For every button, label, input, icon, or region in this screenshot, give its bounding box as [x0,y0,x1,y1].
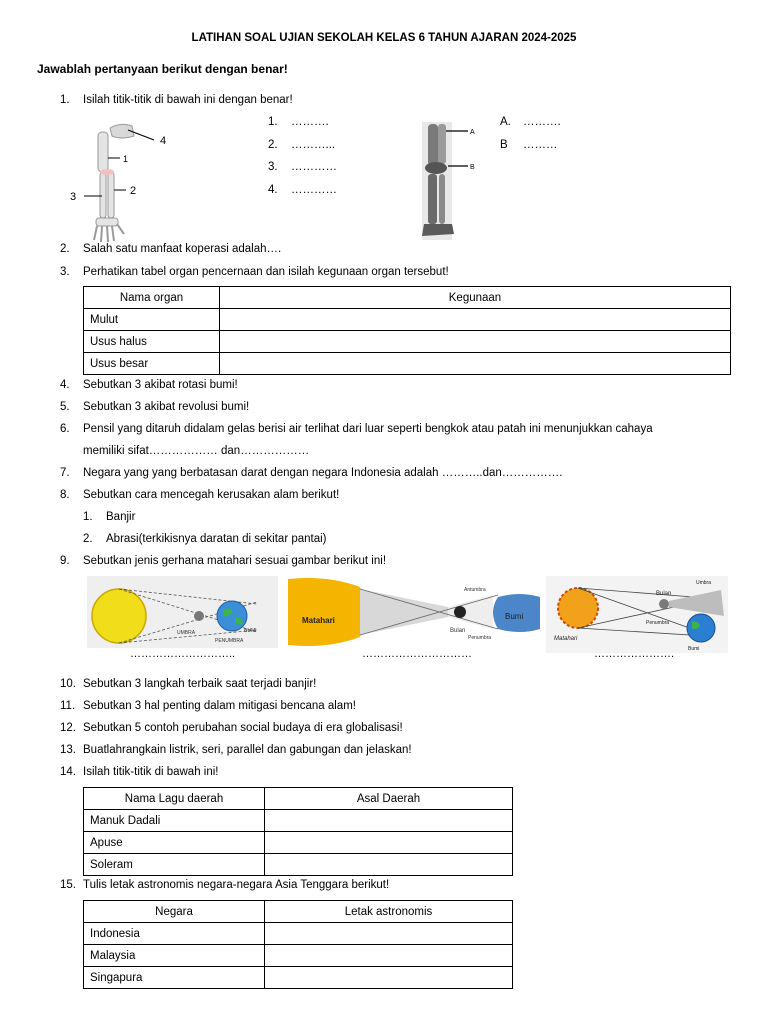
blank-row: 1. ………. [268,111,337,134]
blank-line[interactable]: ……… [523,138,558,151]
blank-line[interactable]: ………… [291,161,337,173]
question-10: 10. Sebutkan 3 langkah terbaik saat terjadi banjir! [60,678,317,690]
table-header: Letak astronomis [265,901,513,923]
label-bumi: Bumi [688,646,700,652]
arm-label-1: 1 [123,154,129,164]
table-row [84,945,513,967]
question-text: Sebutkan 3 akibat rotasi bumi! [83,379,238,391]
question-text: Sebutkan 3 langkah terbaik saat terjadi banjir! [83,678,317,690]
page-title: LATIHAN SOAL UJIAN SEKOLAH KELAS 6 TAHUN AJARAN 2024-2025 [191,32,577,44]
blank-row: 2. ………... [268,134,337,157]
table-row [84,923,513,945]
answer-cell[interactable] [220,309,731,331]
label-bumi: BUMI [244,628,257,634]
question-text: Sebutkan 3 akibat revolusi bumi! [83,401,250,413]
question-text: memiliki sifat……………… dan……………… [83,445,310,457]
table-row [84,309,731,331]
label-penumbra: Penumbra [646,620,670,626]
question-text: Sebutkan jenis gerhana matahari sesuai gambar berikut ini! [83,555,387,567]
q1-numbered-blanks [268,111,337,201]
answer-cell[interactable] [265,945,513,967]
answer-cell[interactable] [265,967,513,989]
blank-row: 3. ………… [268,156,337,179]
table-row [84,331,731,353]
label-umbra: Umbra [696,580,712,586]
blank-row: B ……… [500,134,561,157]
table-cell: Usus halus [84,331,220,353]
table-header: Nama organ [84,287,220,309]
answer-cell[interactable] [265,854,513,876]
question-8: 8. Sebutkan cara mencegah kerusakan alam berikut! [60,489,340,501]
question-text: Sebutkan cara mencegah kerusakan alam berikut! [83,489,340,501]
eclipse-image-1 [87,576,278,648]
question-4: 4. Sebutkan 3 akibat rotasi bumi! [60,379,238,391]
question-13: 13. Buatlahrangkain listrik, seri, parallel dan gabungan dan jelaskan! [60,744,412,756]
table-header: Negara [84,901,265,923]
label-matahari: Matahari [302,616,335,625]
table-cell: Indonesia [84,923,265,945]
answer-cell[interactable] [265,923,513,945]
table-row [84,832,513,854]
table-header: Asal Daerah [265,788,513,810]
label-bumi: Bumi [505,612,524,621]
question-number: 1. [60,94,70,106]
arm-label-4: 4 [160,135,167,147]
question-11: 11. Sebutkan 3 hal penting dalam mitigasi bencana alam! [60,700,356,712]
eclipse-image-2 [288,577,540,647]
question-12: 12. Sebutkan 5 contoh perubahan social budaya di era globalisasi! [60,722,403,734]
question-14: 14. Isilah titik-titik di bawah ini! [60,766,219,778]
question-6-continued [83,443,763,459]
table-cell: Manuk Dadali [84,810,265,832]
blank-line[interactable]: ………… [291,183,337,196]
question-15: 15. Tulis letak astronomis negara-negara Asia Tenggara berikut! [60,879,390,891]
label-bulan: Bulan [450,628,466,634]
eclipse-blank-1[interactable]: ……………………….. [130,648,236,660]
regional-song-table [83,787,513,876]
table-row [84,967,513,989]
table-row [84,353,731,375]
answer-cell[interactable] [265,832,513,854]
question-text: Perhatikan tabel organ pencernaan dan isilah kegunaan organ tersebut! [83,266,449,278]
table-cell: Mulut [84,309,220,331]
arm-skeleton-image [62,118,212,243]
label-bulan: Bulan [656,591,672,597]
answer-cell[interactable] [220,353,731,375]
label-penumbra: Penumbra [468,635,492,641]
blank-line[interactable]: ………. [523,116,561,128]
eclipse-blank-2[interactable]: ………………………… [362,648,472,660]
table-row [84,810,513,832]
table-row [84,854,513,876]
sub-item: 1. Banjir [83,511,136,523]
label-umbra: UMBRA [177,630,196,636]
table-cell: Usus besar [84,353,220,375]
leg-skeleton-image [408,120,478,242]
table-cell: Singapura [84,967,265,989]
question-1 [60,92,740,108]
answer-cell[interactable] [220,331,731,353]
label-antumbra: Antumbra [464,587,486,593]
question-text: Sebutkan 5 contoh perubahan social budaya di era globalisasi! [83,722,403,734]
label-penumbra: PENUMBRA [215,638,244,644]
digestive-organ-table [83,286,731,375]
question-6: 6. Pensil yang ditaruh didalam gelas berisi air terlihat dari luar seperti bengkok atau patah ini menunjukkan cahaya [60,423,653,435]
question-text: Buatlahrangkain listrik, seri, parallel dan gabungan dan jelaskan! [83,744,412,756]
question-text: Isilah titik-titik di bawah ini dengan benar! [83,94,293,106]
answer-cell[interactable] [265,810,513,832]
question-3: 3. Perhatikan tabel organ pencernaan dan isilah kegunaan organ tersebut! [60,266,449,278]
question-2: 2. Salah satu manfaat koperasi adalah…. [60,243,282,255]
arm-label-2: 2 [130,185,137,197]
arm-label-3: 3 [70,191,77,203]
instruction: Jawablah pertanyaan berikut dengan benar! [37,62,288,76]
sub-item: 2. Abrasi(terkikisnya daratan di sekitar pantai) [83,533,327,545]
eclipse-blank-3[interactable]: …………………. [594,648,675,660]
leg-label-b: B [470,164,475,171]
table-header: Kegunaan [220,287,731,309]
question-text: Pensil yang ditaruh didalam gelas berisi air terlihat dari luar seperti bengkok atau patah ini menunjukkan cahaya [83,423,653,435]
table-cell: Apuse [84,832,265,854]
leg-label-a: A [470,129,475,136]
question-text: Sebutkan 3 hal penting dalam mitigasi bencana alam! [83,700,356,712]
question-7: 7. Negara yang yang berbatasan darat dengan negara Indonesia adalah ………..dan……………. [60,467,563,479]
blank-row: 4. ………… [268,179,337,202]
question-text: Isilah titik-titik di bawah ini! [83,766,219,778]
question-9: 9. Sebutkan jenis gerhana matahari sesuai gambar berikut ini! [60,555,387,567]
q1-lettered-blanks [500,111,561,156]
question-text: Negara yang yang berbatasan darat dengan negara Indonesia adalah ………..dan……………. [83,467,563,479]
question-text: Tulis letak astronomis negara-negara Asia Tenggara berikut! [83,879,390,891]
astronomical-location-table [83,900,513,989]
eclipse-image-3 [546,576,728,653]
table-cell: Soleram [84,854,265,876]
table-header: Nama Lagu daerah [84,788,265,810]
blank-line[interactable]: ………. [291,116,329,128]
blank-line[interactable]: ………... [291,138,336,151]
table-cell: Malaysia [84,945,265,967]
question-text: Salah satu manfaat koperasi adalah…. [83,243,282,255]
blank-row: A. ………. [500,111,561,134]
label-matahari: Matahari [554,636,578,642]
question-5: 5. Sebutkan 3 akibat revolusi bumi! [60,401,250,413]
